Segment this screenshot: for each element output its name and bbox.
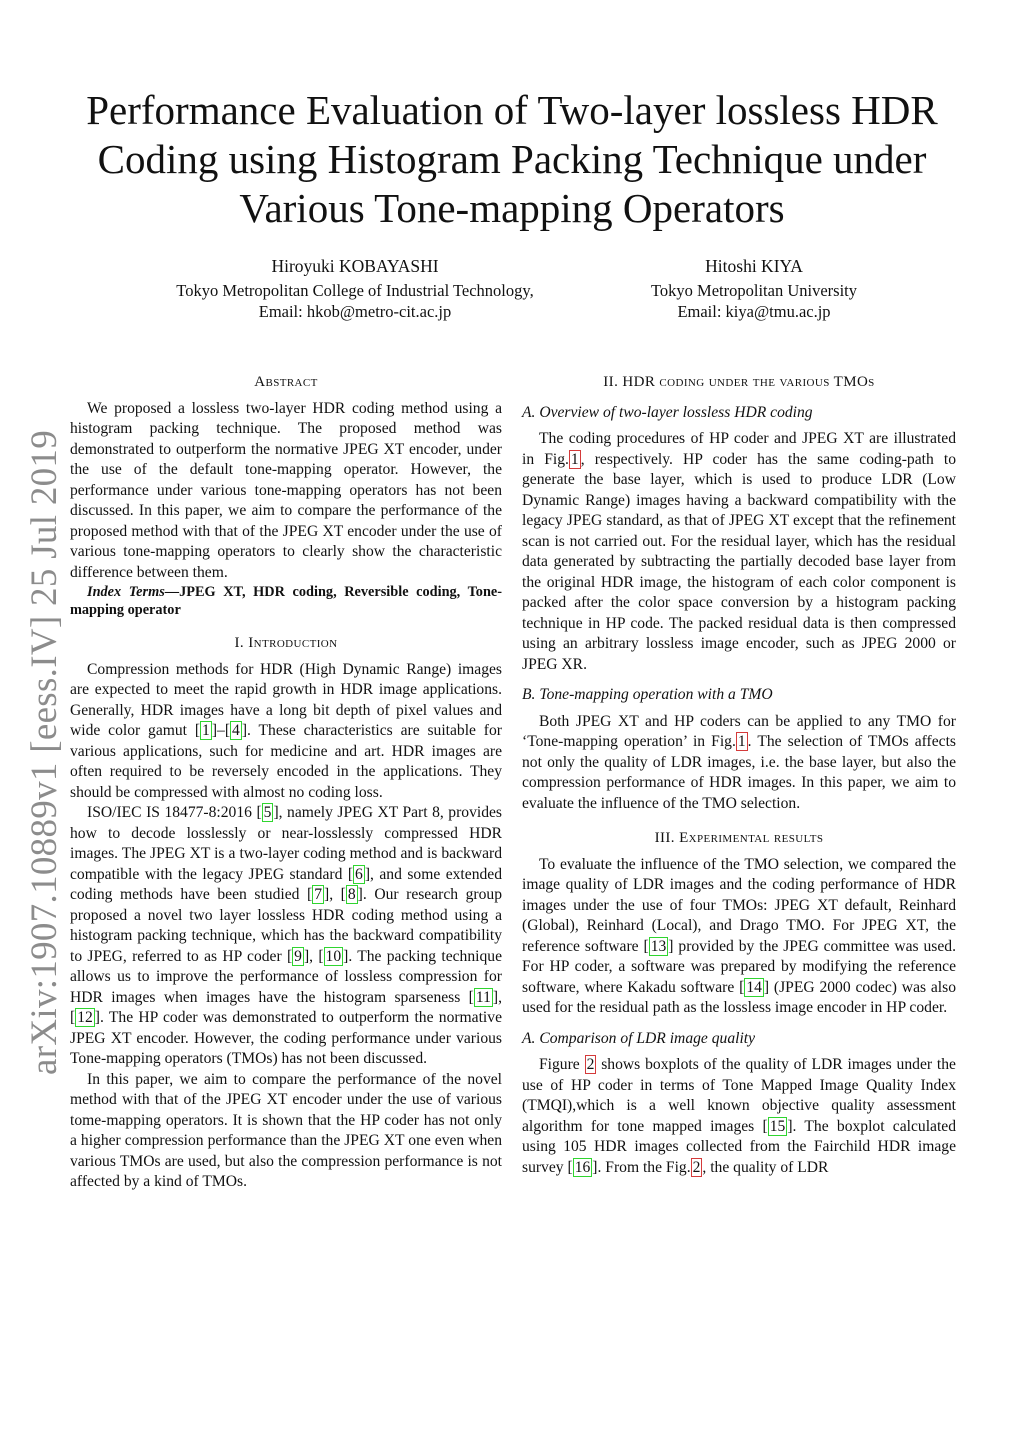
abstract-heading: Abstract [254, 374, 318, 390]
citation-link[interactable]: 7 [314, 886, 322, 903]
subsection-heading-3a: A. Comparison of LDR image quality [522, 1029, 756, 1047]
subsection-heading-2b: B. Tone-mapping operation with a TMO [522, 686, 773, 703]
author-name: Hiroyuki KOBAYASHI [271, 256, 439, 276]
intro-paragraph-3: In this paper, we aim to compare the performance of the novel method with that of the JPEG XT encoder under the use of various tome-mapping operators. It is shown that the HP coder has not only a higher compression performance than the JPEG XT one even when various TMOs are used, but also the compression performance is not affected by a kind of TMOs. [70, 1070, 502, 1190]
author-email: Email: kiya@tmu.ac.jp [677, 302, 831, 321]
author-affiliation: Tokyo Metropolitan College of Industrial Technology, [176, 281, 534, 300]
section-3-paragraph: To evaluate the influence of the TMO selection, we compared the image quality of LDR images and the coding performance of HDR images under the use of four TMOs: JPEG XT default, Reinhard (Global), Reinhard (Local), and Drago TMO. For JPEG XT, the reference software [ 13 ] provided by the JPEG committee was used. For HP coder, a software was prepared by modifying the reference software, where Kakadu software [ 14 ] (JPEG 2000 codec) was also used for the residual path as the lossless image encoder in HP coder. [522, 855, 956, 1016]
citation-link[interactable]: 9 [294, 947, 302, 965]
citation-link[interactable]: 1 [202, 722, 210, 739]
citation-link[interactable]: 10 [325, 947, 342, 965]
section-3a-paragraph: Figure 2 shows boxplots of the quality of LDR images under the use of HP coder in terms of Tone Mapped Image Quality Index (TMQI),which is a well known objective quality assessment algorithm for tone mapped images [ 15 ]. The boxplot calculated using 105 HDR images collected from the Fairchild HDR image survey [ 16 ]. From the Fig. 2 , the quality of LDR [522, 1056, 957, 1176]
citation-link[interactable]: 14 [746, 978, 762, 996]
abstract-text: We proposed a lossless two-layer HDR coding method using a histogram packing technique. The proposed method was demonstrated to outperform the normative JPEG XT encoder, under the use of the default tone-mapping operator. However, the performance under various tone-mapping operators has not been discussed. In this paper, we aim to compare the performance of the proposed method with that of the JPEG XT encoder under the use of various tone-mapping operators to clearly show the characteristic difference between them. [70, 399, 502, 581]
figure-link[interactable]: 2 [586, 1056, 595, 1073]
section-2a-paragraph: The coding procedures of HP coder and JPEG XT are illustrated in Fig. 1 , respectively. HP coder has the same coding-path to generate the base layer, which is used to produce LDR (Low Dynamic Range) images having a backward compatibility with the legacy JPEG standard, as that of JPEG XT except that the refinement scan is not carried out. For the residual layer, which has the residual data generated by subtracting the partially decoded base layer from the original HDR image, the histogram of each color component is packed after the color space conversion by a histogram packing technique in HP code. The packed residual data is then compressed using an arbitrary lossless image encoder, such as JPEG 2000 or JPEG XR. [522, 430, 956, 673]
arxiv-identifier: arXiv:1907.10889v1 [eess.IV] 25 Jul 2019 [24, 429, 65, 1075]
paper-title: Performance Evaluation of Two-layer lossless HDR Coding using Histogram Packing Technique under Various Tone-mapping Operators [86, 87, 938, 231]
figure-link[interactable]: 2 [692, 1158, 701, 1176]
author-name: Hitoshi KIYA [705, 256, 803, 276]
index-terms-label: Index Terms [87, 584, 165, 600]
citation-link[interactable]: 11 [475, 988, 491, 1006]
citation-link[interactable]: 15 [769, 1117, 786, 1135]
section-heading-2: II. HDR coding under the various TMOs [603, 374, 875, 390]
right-column [522, 372, 956, 1178]
index-terms [70, 583, 502, 619]
section-heading-introduction: I. Introduction [234, 635, 338, 651]
section-heading-3: III. Experimental results [654, 830, 824, 846]
author-block-1 [140, 256, 570, 322]
subsection-heading-2a: A. Overview of two-layer lossless HDR coding [522, 403, 813, 421]
citation-link[interactable]: 13 [650, 937, 667, 955]
author-email: Email: hkob@metro-cit.ac.jp [258, 302, 452, 321]
citation-link[interactable]: 4 [232, 722, 240, 739]
figure-link[interactable]: 1 [570, 450, 579, 468]
section-2b-paragraph: Both JPEG XT and HP coders can be applied to any TMO for ‘Tone-mapping operation’ in Fig. 1 . The selection of TMOs affects not only the quality of LDR images, i.e. the base layer, but also the compression performance of HDR images. In this paper, we aim to evaluate the influence of the TMO selection. [522, 712, 956, 812]
author-affiliation: Tokyo Metropolitan University [651, 281, 857, 300]
index-terms-text: —JPEG XT, HDR coding, Reversible coding, Tone-mapping operator [70, 584, 503, 618]
citation-link[interactable]: 16 [574, 1158, 591, 1176]
author-block-2 [594, 256, 914, 322]
citation-link[interactable]: 12 [77, 1009, 93, 1026]
figure-link[interactable]: 1 [737, 733, 746, 750]
left-column [70, 372, 502, 1193]
citation-link[interactable]: 5 [263, 804, 272, 821]
intro-paragraph-1: Compression methods for HDR (High Dynamic Range) images are expected to meet the rapid growth in HDR image applications. Generally, HDR images have a long bit depth of pixel values and wide color gamut [ 1 ]–[ 4 ]. These characteristics are suitable for various applications, such for medicine and art. HDR images are often required to be reversely encoded in the applications. They should be compressed with almost no coding loss. [70, 660, 502, 801]
citation-link[interactable]: 8 [347, 886, 356, 903]
citation-link[interactable]: 6 [355, 865, 363, 883]
intro-paragraph-2: ISO/IEC IS 18477-8:2016 [ 5 ], namely JPEG XT Part 8, provides how to decode losslessly or near-losslessly compressed HDR images. The JPEG XT is a two-layer coding method and is backward compatible with the legacy JPEG standard [ 6 ], and some extended coding methods have been studied [ 7 ], [ 8 ]. Our research group proposed a novel two layer lossless HDR coding method using a histogram packing technique, which has the backward compatibility to JPEG, referred to as HP coder [ 9 ], [ 10 ]. The packing technique allows us to improve the performance of lossless compression for HDR images when images have the histogram sparseness [ 11 ], [ 12 ]. The HP coder was demonstrated to outperform the normative JPEG XT encoder. However, the coding performance under various Tone-mapping operators (TMOs) has not been discussed. [70, 804, 503, 1067]
